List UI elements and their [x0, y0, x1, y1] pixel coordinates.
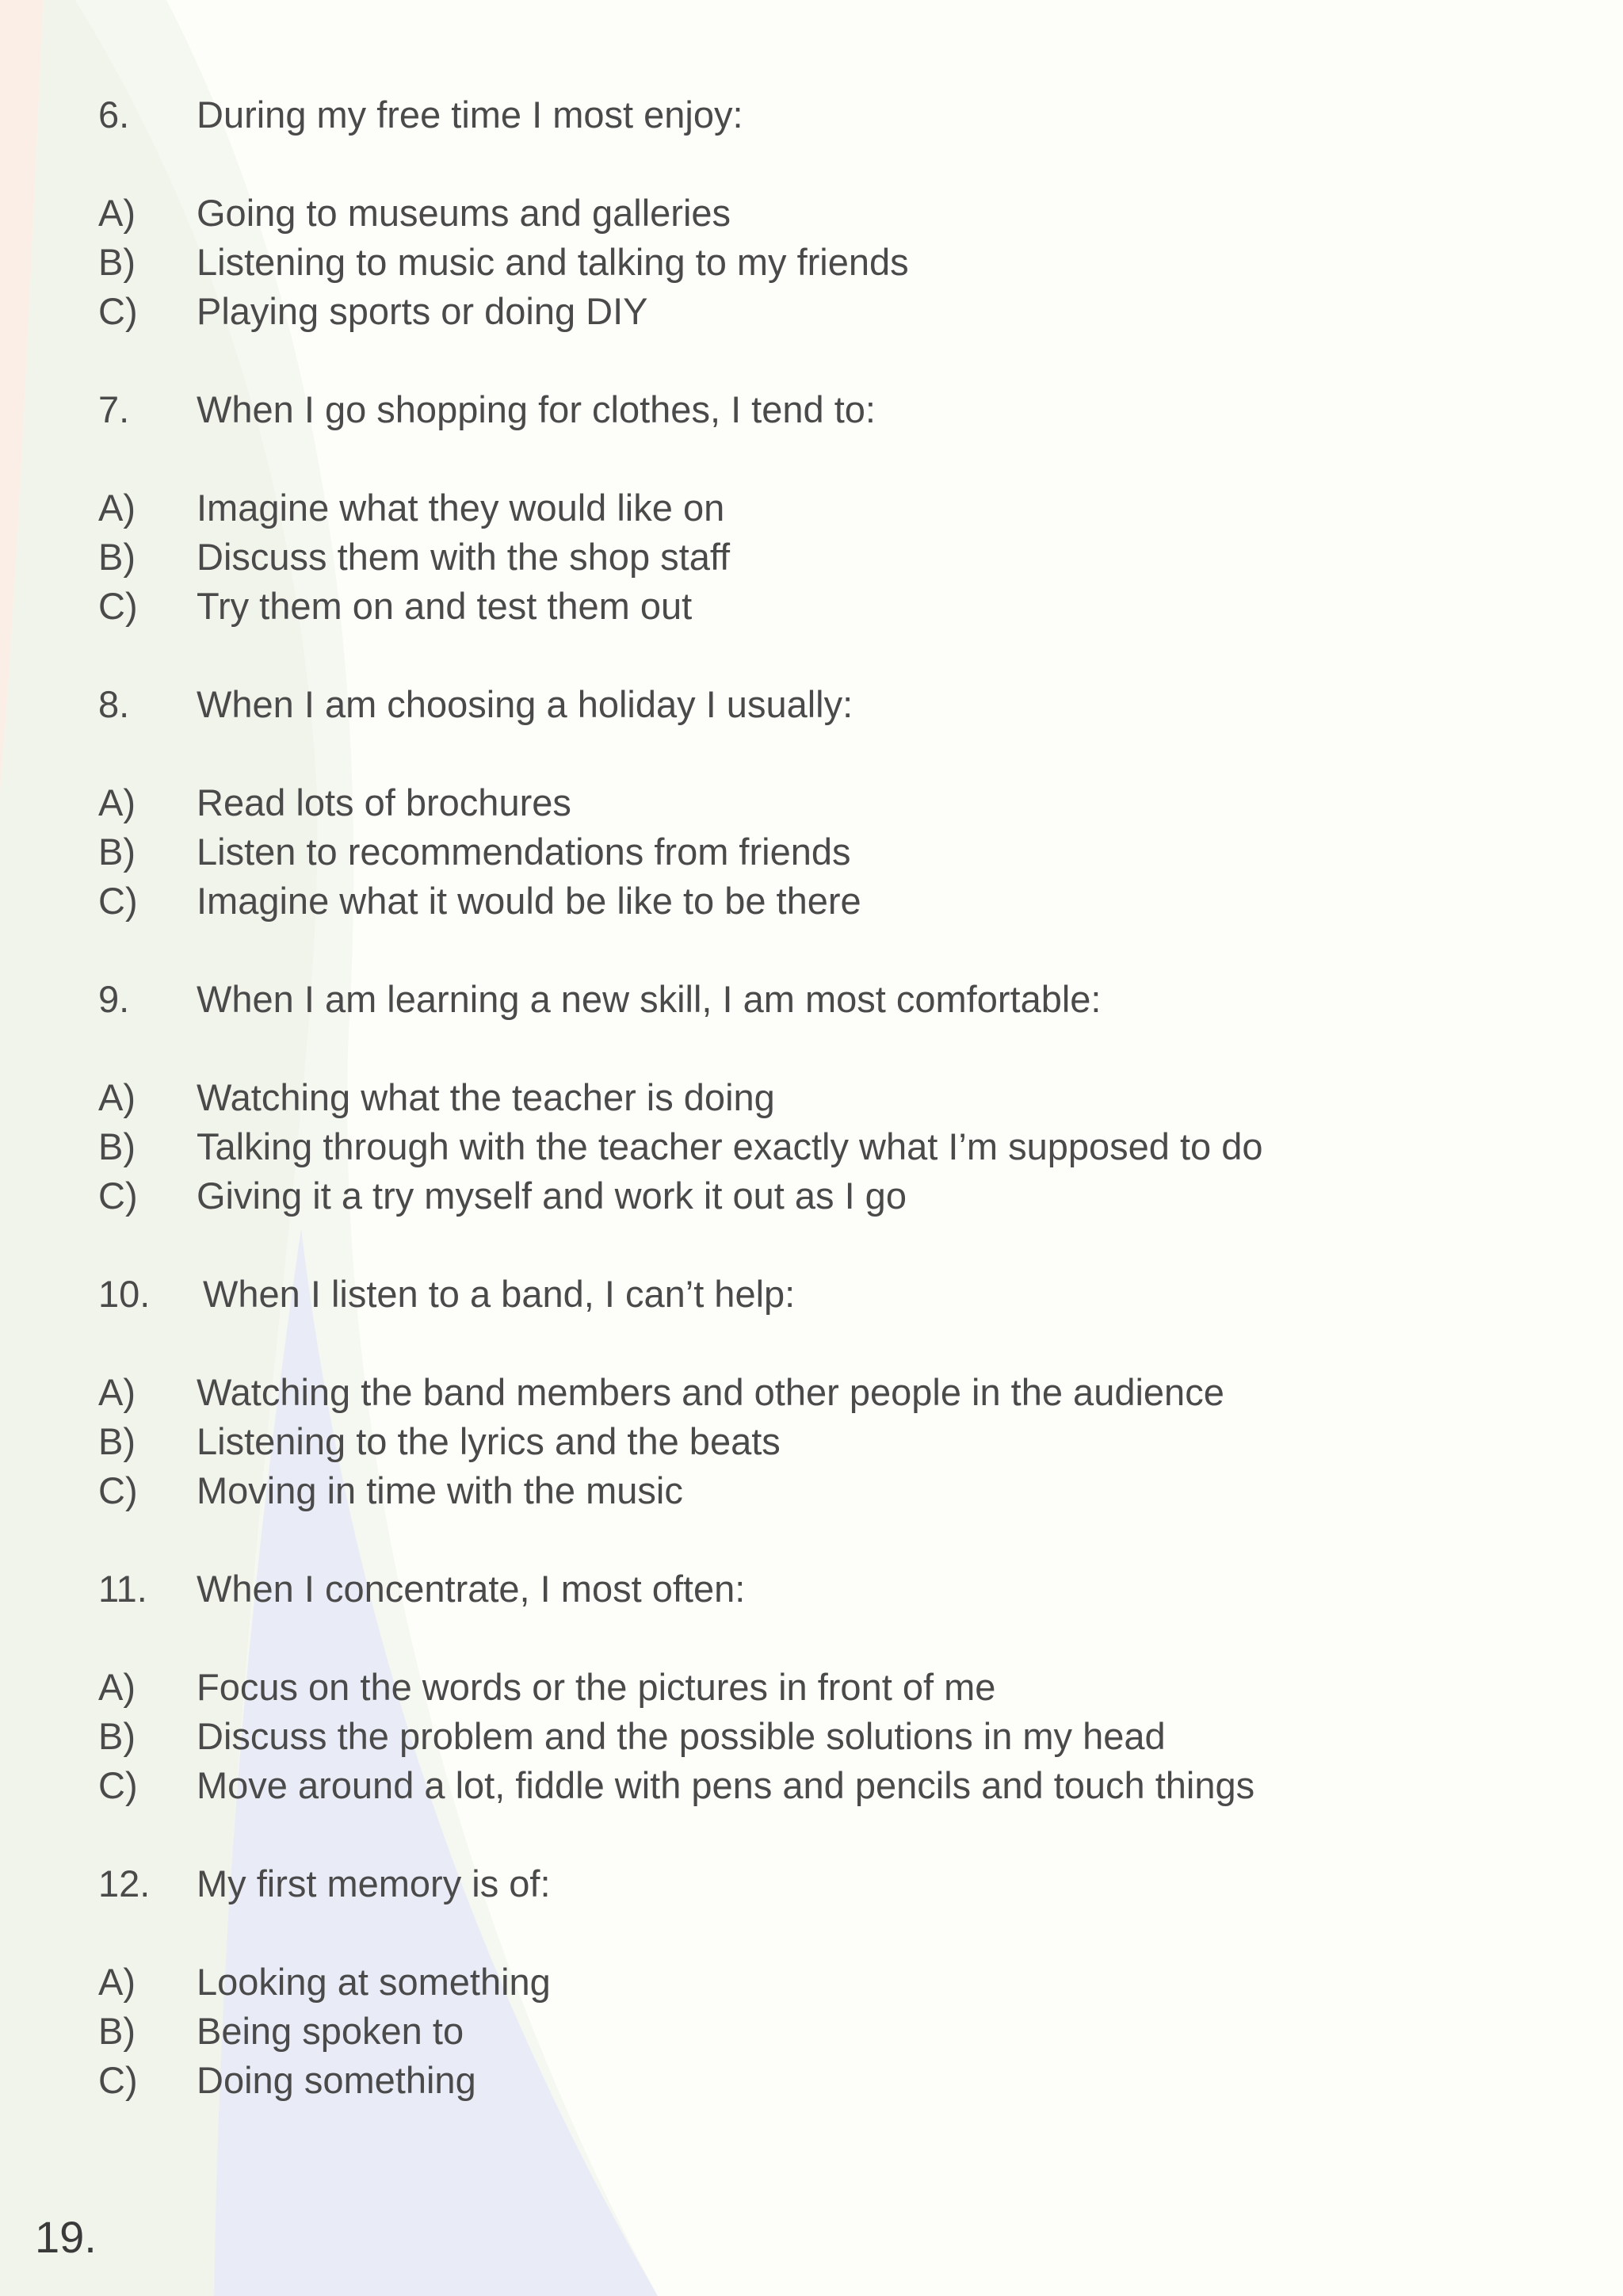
option-letter: B) [98, 1420, 136, 1462]
option-text: Talking through with the teacher exactly what I’m supposed to do [197, 1125, 1263, 1167]
option-text: Focus on the words or the pictures in front of me [197, 1666, 996, 1708]
question-number: 10. [98, 1273, 151, 1315]
option-text: Imagine what they would like on [197, 487, 725, 529]
option-text: Discuss the problem and the possible solutions in my head [197, 1715, 1166, 1757]
question-12 [0, 1859, 1506, 2105]
option-b [0, 238, 1506, 287]
option-letter: C) [98, 290, 138, 332]
option-c [0, 1466, 1506, 1515]
question-prompt [0, 680, 1506, 729]
question-prompt [0, 1270, 1506, 1319]
question-prompt [0, 1859, 1506, 1908]
option-letter: A) [98, 1076, 136, 1118]
option-list [0, 189, 1506, 336]
option-list [0, 1958, 1506, 2105]
option-letter: A) [98, 1666, 136, 1708]
question-text: My first memory is of: [197, 1862, 551, 1904]
question-text: When I listen to a band, I can’t help: [203, 1273, 796, 1315]
question-8 [0, 680, 1506, 926]
option-text: Doing something [197, 2059, 476, 2101]
option-b [0, 1122, 1506, 1171]
option-letter: C) [98, 1175, 138, 1217]
option-letter: A) [98, 781, 136, 823]
question-number: 11. [98, 1568, 147, 1610]
option-letter: A) [98, 1371, 136, 1413]
question-number: 8. [98, 683, 130, 725]
option-c [0, 1761, 1506, 1810]
option-c [0, 582, 1506, 631]
option-letter: A) [98, 487, 136, 529]
option-list [0, 1663, 1506, 1810]
question-6 [0, 90, 1506, 336]
option-text: Being spoken to [197, 2010, 464, 2052]
page-number: 19. [35, 2212, 97, 2262]
option-letter: C) [98, 585, 138, 627]
option-b [0, 1417, 1506, 1466]
option-letter: B) [98, 241, 136, 283]
question-prompt [0, 1564, 1506, 1614]
option-text: Playing sports or doing DIY [197, 290, 648, 332]
option-letter: C) [98, 1469, 138, 1511]
option-text: Listen to recommendations from friends [197, 831, 851, 873]
option-letter: B) [98, 831, 136, 873]
question-11 [0, 1564, 1506, 1810]
option-a [0, 778, 1506, 827]
option-a [0, 1958, 1506, 2007]
option-a [0, 1073, 1506, 1122]
option-c [0, 2056, 1506, 2105]
question-prompt [0, 90, 1506, 139]
option-text: Move around a lot, fiddle with pens and pencils and touch things [197, 1764, 1255, 1806]
question-prompt [0, 385, 1506, 434]
option-c [0, 1171, 1506, 1221]
option-text: Giving it a try myself and work it out as I go [197, 1175, 907, 1217]
question-number: 12. [98, 1862, 151, 1904]
option-letter: B) [98, 536, 136, 578]
option-b [0, 1712, 1506, 1761]
question-text: When I concentrate, I most often: [197, 1568, 746, 1610]
option-b [0, 2007, 1506, 2056]
option-letter: C) [98, 1764, 138, 1806]
question-text: During my free time I most enjoy: [197, 94, 743, 136]
option-letter: B) [98, 1125, 136, 1167]
option-letter: B) [98, 1715, 136, 1757]
option-text: Moving in time with the music [197, 1469, 683, 1511]
option-letter: A) [98, 1961, 136, 2003]
question-text: When I am learning a new skill, I am most comfortable: [197, 978, 1102, 1020]
option-a [0, 189, 1506, 238]
question-text: When I am choosing a holiday I usually: [197, 683, 854, 725]
question-9 [0, 975, 1506, 1221]
option-list [0, 483, 1506, 631]
option-text: Going to museums and galleries [197, 192, 731, 234]
question-text: When I go shopping for clothes, I tend to: [197, 388, 876, 430]
option-text: Try them on and test them out [197, 585, 693, 627]
option-list [0, 1368, 1506, 1515]
question-prompt [0, 975, 1506, 1024]
option-c [0, 877, 1506, 926]
question-7 [0, 385, 1506, 631]
option-text: Listening to the lyrics and the beats [197, 1420, 781, 1462]
option-text: Watching the band members and other people in the audience [197, 1371, 1224, 1413]
option-text: Read lots of brochures [197, 781, 571, 823]
option-letter: C) [98, 880, 138, 922]
question-number: 9. [98, 978, 130, 1020]
option-text: Looking at something [197, 1961, 551, 2003]
option-list [0, 778, 1506, 926]
question-number: 6. [98, 94, 130, 136]
option-letter: A) [98, 192, 136, 234]
option-text: Listening to music and talking to my friends [197, 241, 909, 283]
question-number: 7. [98, 388, 130, 430]
option-text: Watching what the teacher is doing [197, 1076, 775, 1118]
option-letter: B) [98, 2010, 136, 2052]
question-10 [0, 1270, 1506, 1515]
option-letter: C) [98, 2059, 138, 2101]
option-b [0, 533, 1506, 582]
option-list [0, 1073, 1506, 1221]
option-text: Imagine what it would be like to be there [197, 880, 861, 922]
option-a [0, 1663, 1506, 1712]
option-c [0, 287, 1506, 336]
option-text: Discuss them with the shop staff [197, 536, 731, 578]
option-a [0, 1368, 1506, 1417]
option-a [0, 483, 1506, 533]
option-b [0, 827, 1506, 877]
